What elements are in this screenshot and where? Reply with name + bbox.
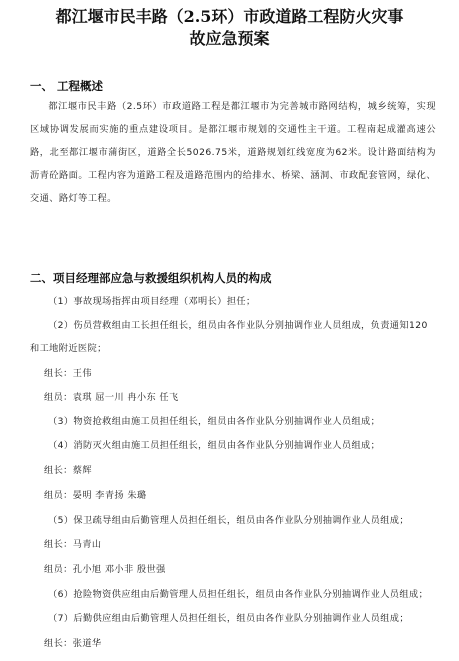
- list-item: （6）抢险物资供应组由后勤管理人员担任组长，组员由各作业队分别抽调作业人员组成；: [48, 589, 429, 600]
- overview-paragraph: 都江堰市民丰路（2.5环）市政道路工程是都江堰市为完善城市路网结构，城乡统筹，实现区域协调发展而实施的重点建设项目。是都江堰市规划的交通性主干道。工程南起成灌高速公路，北至都江堰市蒲街区，道路全长5026.75米，道路规划红线宽度为62米。设计路面结构为沥青砼路面。工程内容为道路工程及道路范围内的给排水、桥梁、涵洞、市政配套管网，绿化、交通、路灯等工程。: [30, 101, 436, 204]
- list-item: 组员：孔小旭 邓小非 殷世强: [44, 564, 166, 575]
- list-item: （3）物资抢救组由施工员担任组长，组员由各作业队分别抽调作业人员组成；: [48, 416, 381, 427]
- list-item: 组长：马青山: [44, 539, 102, 550]
- list-item: 组员：袁琪 屈一川 冉小东 任飞: [44, 392, 179, 403]
- list-item: 组长：蔡辉: [44, 465, 92, 476]
- list-item: 组长：王伟: [44, 368, 92, 379]
- document-title-line-1: 都江堰市民丰路（2.5环）市政道路工程防火灾事: [55, 7, 404, 26]
- list-item: （2）伤员营救组由工长担任组长，组员由各作业队分别抽调作业人员组成，负责通知120和工地附近医院；: [30, 320, 428, 354]
- list-item: （1）事故现场指挥由项目经理（邓明长）担任；: [48, 296, 256, 307]
- list-item: 组员：晏明 李青扬 朱璐: [44, 490, 147, 501]
- list-item: （5）保卫疏导组由后勤管理人员担任组长，组员由各作业队分别抽调作业人员组成；: [48, 515, 409, 526]
- section-heading-organization: 二、项目经理部应急与救援组织机构人员的构成: [30, 271, 272, 285]
- document-title-line-2: 故应急预案: [189, 29, 270, 48]
- list-item: 组长：张道华: [44, 638, 102, 649]
- list-item: （4）消防灭火组由施工员担任组长，组员由各作业队分别抽调作业人员组成；: [48, 440, 381, 451]
- list-item: （7）后勤供应组由后勤管理人员担任组长，组员由各作业队分别抽调作业人员组成；: [48, 613, 409, 624]
- section-heading-overview: 一、 工程概述: [30, 79, 104, 93]
